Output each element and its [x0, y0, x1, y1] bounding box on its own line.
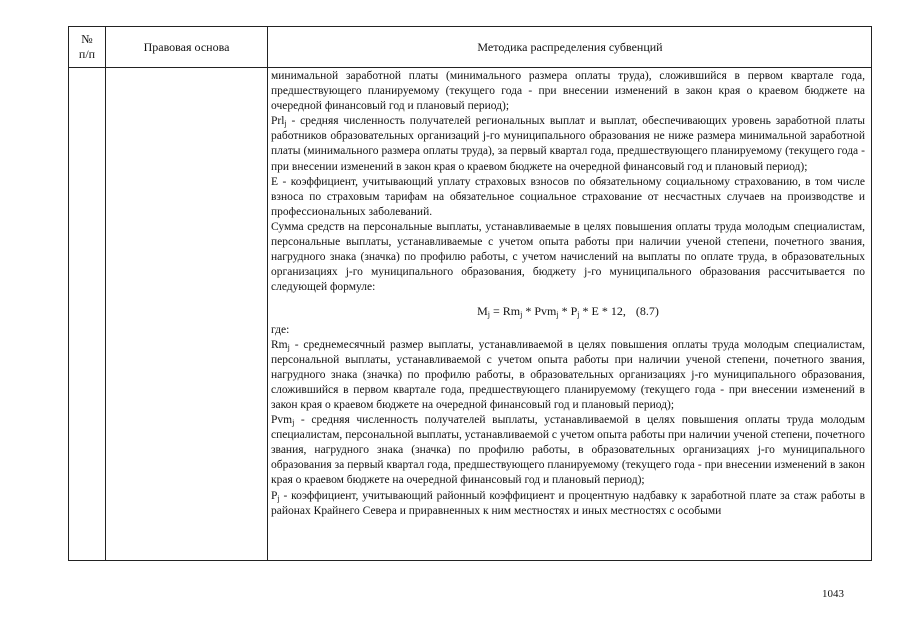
- header-number-abbrev: п/п: [78, 47, 96, 61]
- column-divider: [105, 27, 106, 560]
- formula-8-7: [271, 304, 865, 319]
- paragraph-rm: [271, 338, 865, 413]
- methodology-text: [271, 69, 865, 559]
- paragraph-pvm-text: - средняя численность получателей выплаты, устанавливаемой в целях повышения оплаты труда молодым специалистам, персональной выплаты, устанавливаемой с учетом опыта работы при наличии ученой степени, почетного звания, нагрудного знака (значка) по профилю работы, в образовательных организациях j-го муниципального образования за первый квартал года, предшествующего планируемому (текущего года - при внесении изменений в закон края о краевом бюджете на очередной финансовый год и плановый период);: [271, 414, 865, 487]
- var-p: P: [271, 489, 278, 502]
- formula-rest: * E * 12,: [579, 304, 626, 319]
- paragraph-rm-text: - среднемесячный размер выплаты, устанавливаемой в целях повышения оплаты труда молодым специалистам, персональной выплаты, устанавливаемой с учетом опыта работы при наличии ученой степени, почетного звания, нагрудного знака (значка) по профилю работы, в образовательных организациях j-го муниципального образования, сложившийся в первом квартале года, предшествующего планируемому (текущего года - при внесении изменений в закон края о краевом бюджете на очередной финансовый год и плановый период);: [271, 338, 865, 411]
- var-prl: Prl: [271, 115, 285, 128]
- header-number-symbol: №: [81, 32, 93, 46]
- formula-pvm: * Pvm: [522, 304, 557, 319]
- formula-p-sub: j: [577, 310, 580, 320]
- header-legal-basis: Правовая основа: [143, 39, 230, 54]
- var-p-sub: j: [277, 493, 280, 503]
- paragraph-p: [271, 489, 865, 519]
- formula-rm: = Rm: [490, 304, 521, 319]
- var-pvm-sub: j: [292, 418, 295, 428]
- formula-p: * P: [558, 304, 578, 319]
- paragraph-sum: Сумма средств на персональные выплаты, устанавливаемые в целях повышения оплаты труда молодым специалистам, персональные выплаты, устанавливаемые с учетом опыта работы при наличии ученой степени, почетного звания, нагрудного знака (значка) по профилю работы, с учетом начислений на выплаты по оплате труда, в образовательных организациях j-го муниципального образования, бюджету j-го муниципального образования рассчитывается по следующей формуле:: [271, 220, 865, 294]
- paragraph-p-text: - коэффициент, учитывающий районный коэффициент и процентную надбавку к заработной плате за стаж работы в районах Крайнего Севера и приравненных к ним местностях и иных местностях с особыми: [271, 489, 865, 517]
- formula-m-sub: j: [487, 310, 491, 320]
- var-rm: Rm: [271, 338, 288, 351]
- formula-m: M: [477, 304, 488, 319]
- formula-rm-sub: j: [520, 310, 523, 320]
- var-rm-sub: j: [287, 342, 290, 352]
- paragraph-pvm: [271, 413, 865, 488]
- header-number: [69, 27, 105, 67]
- page-number: 1043: [822, 588, 844, 600]
- var-pvm: Pvm: [271, 414, 293, 427]
- header-divider: [69, 67, 871, 68]
- paragraph-where: где:: [271, 323, 290, 336]
- paragraph-min-wage: минимальной заработной платы (минимального размера оплаты труда), сложившийся в первом квартале года, предшествующего планируемому (текущего года - при внесении изменений в закон края о краевом бюджете на очередной финансовый год и плановый период);: [271, 70, 865, 113]
- column-divider: [267, 27, 268, 560]
- header-methodology: Методика распределения субвенций: [477, 39, 663, 54]
- paragraph-prl: [271, 114, 865, 174]
- formula-pvm-sub: j: [556, 310, 559, 320]
- formula-number: (8.7): [635, 304, 659, 319]
- paragraph-e: E - коэффициент, учитывающий уплату страховых взносов по обязательному социальному страхованию, в том числе взноса по страховым тарифам на обязательное социальное страхование от несчастных случаев на производстве и профессиональных заболеваний.: [271, 175, 865, 218]
- var-prl-sub: j: [284, 119, 287, 129]
- paragraph-prl-text: - средняя численность получателей региональных выплат и выплат, обеспечивающих уровень заработной платы работников образовательных организаций j-го муниципального образования не ниже размера минимальной заработной платы (минимального размера оплаты труда), за первый квартал года, предшествующего планируемому (текущего года - при внесении изменений в закон края о краевом бюджете на очередной финансовый год и плановый период);: [271, 115, 865, 173]
